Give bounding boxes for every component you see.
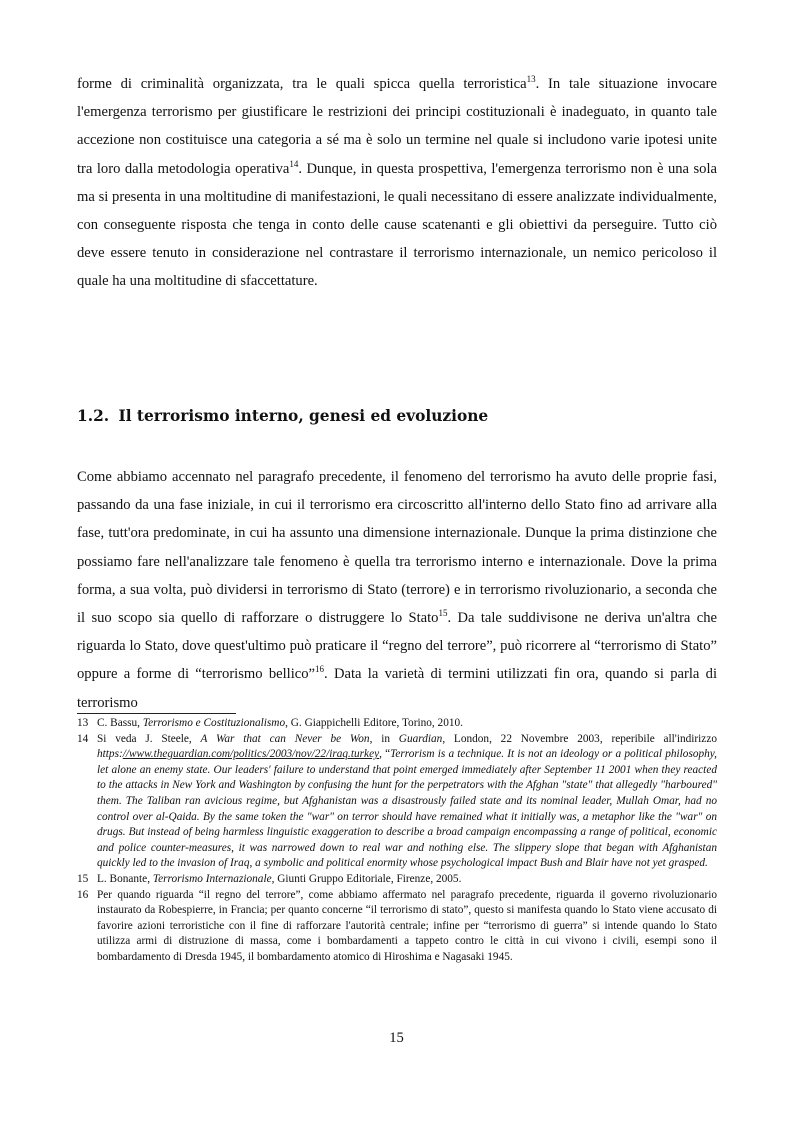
section-title: Il terrorismo interno, genesi ed evoluzione (118, 407, 489, 425)
footnote-author: C. Bassu, (97, 717, 143, 729)
footnote-number: 14 (77, 732, 89, 745)
footnote-author: L. Bonante, (97, 872, 153, 885)
footnote-text: , G. Giappichelli Editore, Torino, 2010. (285, 717, 463, 729)
paragraph-text: . Dunque, in questa prospettiva, l'emergenza terrorismo non è una sola ma si presenta in una moltitudine di manifestazioni, le quali necessitano di essere analizzate individualmente, con conseguente risposta che tenga in conto delle cause scatenanti e gli obiettivi da perseguire. Tutto ciò deve essere tenuto in considerazione nel contrastare il terrorismo internazionale, un nemico pericoloso il quale ha una moltitudine di sfaccettature. (77, 160, 717, 290)
footnote-link-text: //www.theguardian.com/politics/2003/nov/22/iraq.turkey (122, 748, 380, 761)
footnote-text: Si veda J. Steele, (97, 732, 201, 745)
paragraph-text: . Da tale suddivisone ne deriva un'altra che riguarda lo Stato, dove quest'ultimo può praticare il “regno del terrore”, può ricorrere al “terrorismo di Stato” oppure a forme di “terrorismo bellico” (77, 610, 717, 683)
footnote-number: 15 (77, 872, 89, 885)
footnote-16 (77, 888, 717, 966)
footnote-title: A War that can Never be Won (200, 732, 370, 745)
footnote-url-prefix: https: (97, 748, 123, 761)
footnote-text: , “ (379, 748, 391, 761)
footnote-ref-15[interactable]: 15 (438, 608, 448, 619)
footnote-14 (77, 732, 717, 872)
footnote-ref-14[interactable]: 14 (289, 158, 299, 169)
paragraph-text: . Data la varietà di termini utilizzati fin ora, quando si parla di terrorismo (77, 666, 717, 711)
footnote-title: Terrorismo Internazionale (152, 872, 272, 885)
paragraph-text: . In tale situazione invocare l'emergenza terrorismo per giustificare le restrizioni dei principi costituzionali è inadeguato, in quanto tale accezione non costituisce una categoria a sé ma è solo un termine nel quale si includono varie ipotesi unite tra loro dalla metodologia operativa (77, 76, 718, 177)
body-paragraph-2 (77, 463, 717, 717)
footnote-quote: Terrorism is a technique. It is not an ideology or a political philosophy, let alone an enemy state. Our leaders' failure to understand that point emerged immediately after September 11 2001 when they reacted to the attacks in New York and Washington by confusing the hunt for the perpetrators with the Afghan "state" that allegedly "harboured" them. The Taliban ran avicious regime, but Afghanistan was a disastrously failed state and its nominal leader, Mullah Omar, had no control over al-Qaida. By the same token the "war" on terror should have remained what it initially was, a metaphor like the "war" on drugs. But instead of being harmless linguistic exaggeration to describe a broad campaign encompassing a range of political, economic and police counter-measures, it was narrowed down to real war and nothing else. The slippery slope that began with Afghanistan quickly led to the invasion of Iraq, a symbolic and political enormity whose psychological impact Bush and Blair have not yet grasped. (97, 748, 718, 870)
footnote-text: , Giunti Gruppo Editoriale, Firenze, 2005. (271, 872, 462, 885)
section-number: 1.2. (77, 407, 110, 425)
footnote-ref-13[interactable]: 13 (526, 74, 536, 85)
footnote-journal: Guardian (398, 732, 443, 745)
section-heading (77, 405, 488, 427)
footnote-text: Per quando riguarda “il regno del terrore”, come abbiamo affermato nel paragrafo precedente, riguarda il governo rivoluzionario instaurato da Robespierre, in Francia; per quanto concerne “il terrorismo di stato”, questo si manifesta quando lo Stato viene accusato di favorire azioni terroristiche con il fine di rafforzare l'autorità centrale; infine per “terrorismo di guerra” si intende quando lo Stato utilizza armi di distruzione di massa, come i bombardamenti a tappeto contro le città in cui vivono i civili, esempi sono il bombardamento di Dresda 1945, il bombardamento atomico di Hiroshima e Nagasaki 1945. (97, 888, 717, 963)
footnote-15 (77, 872, 717, 888)
footnote-number: 13 (77, 717, 89, 729)
paragraph-text: Come abbiamo accennato nel paragrafo precedente, il fenomeno del terrorismo ha avuto delle proprie fasi, passando da una fase iniziale, in cui il terrorismo era circoscritto all'interno dello Stato fino ad arrivare alla fase, tutt'ora predominate, in cui ha assunto una dimensione internazionale. Dunque la prima distinzione che possiamo fare nell'analizzare tale fenomeno è quella tra terrorismo interno e internazionale. Dove la prima forma, a sua volta, può dividersi in terrorismo di Stato (terrore) e in terrorismo rivoluzionario, a seconda che il suo scopo sia quello di rafforzare o distruggere lo Stato (77, 469, 717, 627)
footnote-title: Terrorismo e Costituzionalismo (142, 717, 286, 729)
footnote-link[interactable] (123, 748, 379, 760)
footnotes (77, 716, 717, 966)
page-number: 15 (389, 1030, 404, 1046)
footnote-separator (77, 713, 236, 714)
body-paragraph-1 (77, 70, 717, 296)
footnote-number: 16 (77, 888, 89, 901)
footnote-ref-16[interactable]: 16 (315, 664, 325, 675)
footnote-13 (77, 716, 717, 732)
footnote-text: , London, 22 Novembre 2003, reperibile all'indirizzo (442, 732, 717, 745)
footnote-text: , in (369, 732, 399, 745)
paragraph-text: forme di criminalità organizzata, tra le quali spicca quella terroristica (77, 76, 527, 92)
